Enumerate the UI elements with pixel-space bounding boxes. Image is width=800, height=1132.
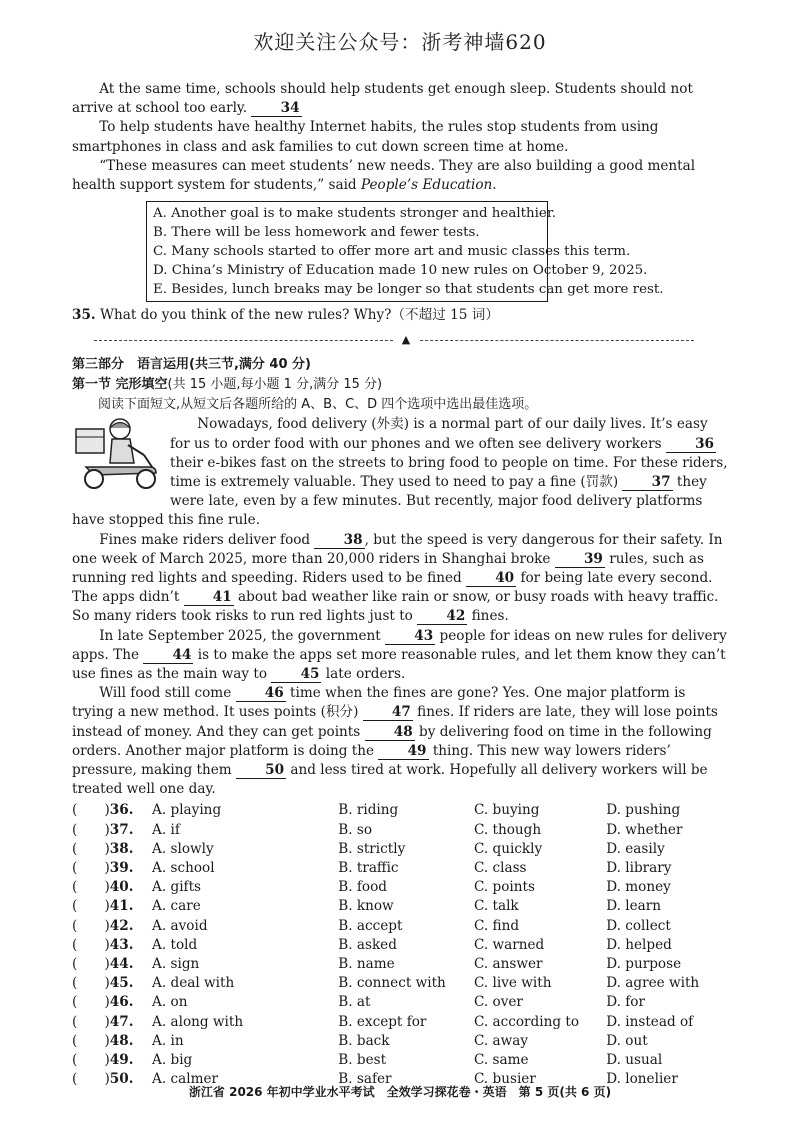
answer-slot[interactable]: ( )48.	[72, 1032, 134, 1049]
section1-title	[72, 375, 728, 395]
choice-b[interactable]: B. except for	[338, 1013, 427, 1030]
answer-slot[interactable]: ( )42.	[72, 917, 134, 934]
choice-a[interactable]: A. sign	[152, 955, 200, 972]
choice-b[interactable]: B. back	[338, 1032, 390, 1049]
choice-a[interactable]: A. calmer	[152, 1071, 219, 1088]
quote-text: “These measures can meet students’ new needs. They are also building a good mental health support system for students,” said	[72, 157, 696, 194]
answer-slot[interactable]: ( )49.	[72, 1051, 134, 1068]
choice-c[interactable]: C. find	[473, 917, 520, 934]
option-c: C. Many schools started to offer more art and music classes this term.	[153, 244, 631, 260]
choice-row	[72, 917, 728, 936]
answer-slot[interactable]: ( )43.	[72, 936, 134, 953]
choice-b[interactable]: B. best	[338, 1051, 387, 1068]
passage-text: is to make the apps set more reasonable rules, and let them know they can’t use fines as the main way to	[72, 646, 726, 683]
blank-38[interactable]: 38	[314, 533, 364, 549]
blank-43[interactable]: 43	[385, 629, 435, 645]
choice-c[interactable]: C. according to	[473, 1013, 579, 1030]
choice-a[interactable]: A. playing	[152, 802, 222, 819]
choice-b[interactable]: B. food	[338, 879, 387, 896]
choice-d[interactable]: D. money	[606, 879, 671, 896]
passage-paragraph-4	[72, 684, 728, 799]
choice-row	[72, 955, 728, 974]
blank-42[interactable]: 42	[417, 609, 467, 625]
answer-slot[interactable]: ( )38.	[72, 840, 134, 857]
choice-a[interactable]: A. in	[152, 1032, 184, 1049]
passage-text: by delivering food on time in the following orders. Another major platform is doing the	[72, 723, 712, 759]
passage-text: for being late every second. The apps didn’t	[72, 570, 713, 606]
choice-row	[72, 878, 728, 897]
paragraph-quote	[72, 157, 728, 195]
paragraph-34	[72, 80, 728, 118]
choice-row	[72, 859, 728, 878]
choice-row	[72, 993, 728, 1012]
choice-c[interactable]: C. same	[473, 1051, 529, 1068]
answer-slot[interactable]: ( )40.	[72, 879, 134, 896]
quote-source: People’s Education	[360, 177, 493, 194]
choice-c[interactable]: C. live with	[473, 975, 552, 992]
passage-text: their e-bikes fast on the streets to bring food to people on time. For these riders, time is extremely valuable. They used to need to pay a fine (罚款)	[170, 454, 728, 491]
answer-slot[interactable]: ( )41.	[72, 898, 134, 915]
page-header: 欢迎关注公众号：浙考神墙620	[253, 30, 547, 54]
answer-slot[interactable]: ( )37.	[72, 821, 134, 838]
answer-slot[interactable]: ( )46.	[72, 994, 134, 1011]
choice-row	[72, 1051, 728, 1070]
option-d: D. China’s Ministry of Education made 10 new rules on October 9, 2025.	[153, 263, 648, 279]
choice-c[interactable]: C. class	[473, 860, 527, 877]
passage-text: late orders.	[321, 666, 406, 683]
choice-row	[72, 974, 728, 993]
choice-d[interactable]: D. library	[606, 860, 672, 877]
question-35-text: What do you think of the new rules? Why?（不超过 15 词）	[99, 307, 499, 324]
blank-45[interactable]: 45	[271, 667, 321, 683]
passage-text: and less tired at work. Hopefully all delivery workers will be treated well one day.	[72, 762, 708, 798]
blank-50[interactable]: 50	[236, 763, 286, 779]
cloze-passage	[72, 415, 728, 799]
passage-text: they were late, even by a few minutes. But recently, major food delivery platforms have stopped this fine rule.	[72, 474, 707, 529]
blank-49[interactable]: 49	[378, 744, 428, 760]
options-box	[146, 201, 664, 302]
choice-d[interactable]: D. instead of	[606, 1013, 694, 1030]
choice-a[interactable]: A. told	[152, 936, 198, 953]
option-b: B. There will be less homework and fewer tests.	[153, 225, 480, 241]
choice-a[interactable]: A. big	[152, 1051, 193, 1068]
passage-text: Fines make riders deliver food	[99, 531, 315, 548]
choice-b[interactable]: B. so	[338, 821, 373, 838]
choice-b[interactable]: B. strictly	[338, 840, 406, 857]
choice-a[interactable]: A. school	[152, 860, 215, 877]
choice-a[interactable]: A. along with	[152, 1013, 244, 1030]
blank-44[interactable]: 44	[143, 648, 193, 664]
passage-text: time when the fines are gone? Yes. One major platform is trying a new method. It uses points (积分)	[72, 685, 686, 721]
passage-text: Will food still come	[99, 685, 236, 702]
section1-name: 第一节 完形填空	[72, 377, 168, 393]
choice-b[interactable]: B. asked	[338, 936, 397, 953]
passage-text: rules, such as running red lights and speeding. Riders used to be fined	[72, 550, 704, 587]
blank-47[interactable]: 47	[363, 705, 413, 721]
answer-slot[interactable]: ( )39.	[72, 860, 134, 877]
choice-a[interactable]: A. deal with	[152, 975, 235, 992]
choice-row	[72, 1013, 728, 1032]
answer-slot[interactable]: ( )36.	[72, 802, 134, 819]
choice-d[interactable]: D. agree with	[606, 975, 700, 992]
blank-34[interactable]: 34	[251, 101, 301, 117]
choice-row	[72, 897, 728, 916]
choice-d[interactable]: D. pushing	[606, 802, 681, 819]
passage-text: fines. If riders are late, they will lose points instead of money. And they can get points	[72, 704, 718, 740]
delivery-rider-illustration	[72, 415, 164, 493]
passage-paragraph-2	[72, 531, 728, 627]
choice-c[interactable]: C. though	[473, 821, 542, 838]
delivery-rider-icon	[72, 415, 164, 493]
cloze-instruction: 阅读下面短文,从短文后各题所给的 A、B、C、D 四个选项中选出最佳选项。	[98, 397, 538, 413]
choice-row	[72, 936, 728, 955]
choice-d[interactable]: D. whether	[606, 821, 683, 838]
quote-end: .	[492, 177, 497, 194]
choice-c[interactable]: C. warned	[473, 936, 545, 953]
choice-d[interactable]: D. for	[606, 994, 645, 1011]
choice-d[interactable]: D. learn	[606, 898, 662, 915]
page-footer: 浙江省 2026 年初中学业水平考试 全效学习探花卷・英语 第 5 页(共 6 页)	[188, 1085, 612, 1099]
blank-46[interactable]: 46	[236, 686, 286, 702]
passage-text: people for ideas on new rules for delivery apps. The	[72, 627, 727, 663]
choice-b[interactable]: B. connect with	[338, 975, 446, 992]
choices-list	[72, 801, 728, 1089]
choice-c[interactable]: C. quickly	[473, 840, 543, 857]
choice-row	[72, 801, 728, 820]
answer-slot[interactable]: ( )44.	[72, 955, 134, 972]
passage-text: thing. This new way lowers riders’ pressure, making them	[72, 742, 671, 779]
choice-b[interactable]: B. traffic	[338, 860, 399, 877]
choice-b[interactable]: B. riding	[338, 802, 399, 819]
choice-d[interactable]: D. usual	[606, 1051, 663, 1068]
choice-a[interactable]: A. gifts	[152, 879, 202, 896]
choice-b[interactable]: B. know	[338, 898, 394, 915]
part3-title: 第三部分 语言运用(共三节,满分 40 分)	[72, 357, 311, 373]
passage-paragraph-3	[72, 627, 728, 685]
choice-d[interactable]: D. helped	[606, 936, 672, 953]
choice-d[interactable]: D. easily	[606, 840, 665, 857]
blank-37[interactable]: 37	[622, 475, 672, 491]
blank-40[interactable]: 40	[466, 571, 516, 587]
choice-a[interactable]: A. slowly	[152, 840, 214, 857]
choice-d[interactable]: D. purpose	[606, 955, 682, 972]
choice-c[interactable]: C. busier	[473, 1071, 536, 1088]
triangle-icon: ▲	[394, 331, 418, 349]
choice-c[interactable]: C. points	[473, 879, 535, 896]
passage-text: Nowadays, food delivery (外卖) is a normal part of our daily lives. It’s easy for us to order food with our phones and we often see delivery workers	[170, 416, 708, 452]
passage-text: In late September 2025, the government	[99, 627, 386, 644]
section1-scoring: (共 15 小题,每小题 1 分,满分 15 分)	[167, 377, 383, 393]
answer-slot[interactable]: ( )45.	[72, 975, 134, 992]
choice-a[interactable]: A. if	[152, 821, 180, 838]
blank-39[interactable]: 39	[555, 552, 605, 568]
paragraph-internet-habits: To help students have healthy Internet habits, the rules stop students from using smartphones in class and ask families to cut down screen time at home.	[72, 119, 659, 155]
choice-a[interactable]: A. care	[152, 898, 201, 915]
choice-c[interactable]: C. answer	[473, 955, 543, 972]
answer-slot[interactable]: ( )47.	[72, 1013, 134, 1030]
question-35	[72, 306, 728, 325]
blank-48[interactable]: 48	[365, 725, 415, 741]
choice-b[interactable]: B. name	[338, 955, 395, 972]
section-divider	[94, 331, 694, 349]
choice-b[interactable]: B. accept	[338, 917, 403, 934]
choice-row	[72, 1032, 728, 1051]
question-35-number: 35.	[72, 307, 96, 324]
blank-41[interactable]: 41	[184, 590, 234, 606]
content	[72, 80, 728, 1089]
answer-slot[interactable]: ( )50.	[72, 1071, 134, 1088]
passage-text: , but the speed is very dangerous for their safety. In one week of March 2025, more than 20,000 riders in Shanghai broke	[72, 531, 723, 567]
option-e: E. Besides, lunch breaks may be longer so that students can get more rest.	[153, 282, 664, 298]
choice-b[interactable]: B. at	[338, 994, 371, 1011]
choice-d[interactable]: D. out	[606, 1032, 648, 1049]
choice-a[interactable]: A. avoid	[152, 917, 208, 934]
choice-b[interactable]: B. safer	[338, 1071, 392, 1088]
choice-d[interactable]: D. collect	[606, 917, 671, 934]
passage-text: about bad weather like rain or snow, or busy roads with heavy traffic. So many riders took risks to run red lights just to	[72, 589, 719, 625]
passage-text: fines.	[467, 608, 509, 625]
choice-c[interactable]: C. buying	[473, 802, 540, 819]
choice-c[interactable]: C. away	[473, 1032, 529, 1049]
choice-c[interactable]: C. over	[473, 994, 523, 1011]
paragraph-text: At the same time, schools should help students get enough sleep. Students should not arrive at school too early.	[72, 81, 693, 117]
choice-row	[72, 840, 728, 859]
choice-row	[72, 821, 728, 840]
blank-36[interactable]: 36	[666, 437, 716, 453]
option-a: A. Another goal is to make students stronger and healthier.	[153, 206, 557, 222]
choice-d[interactable]: D. lonelier	[606, 1071, 678, 1088]
passage-paragraph-1	[72, 415, 728, 530]
choice-c[interactable]: C. talk	[473, 898, 519, 915]
choice-a[interactable]: A. on	[152, 994, 188, 1011]
